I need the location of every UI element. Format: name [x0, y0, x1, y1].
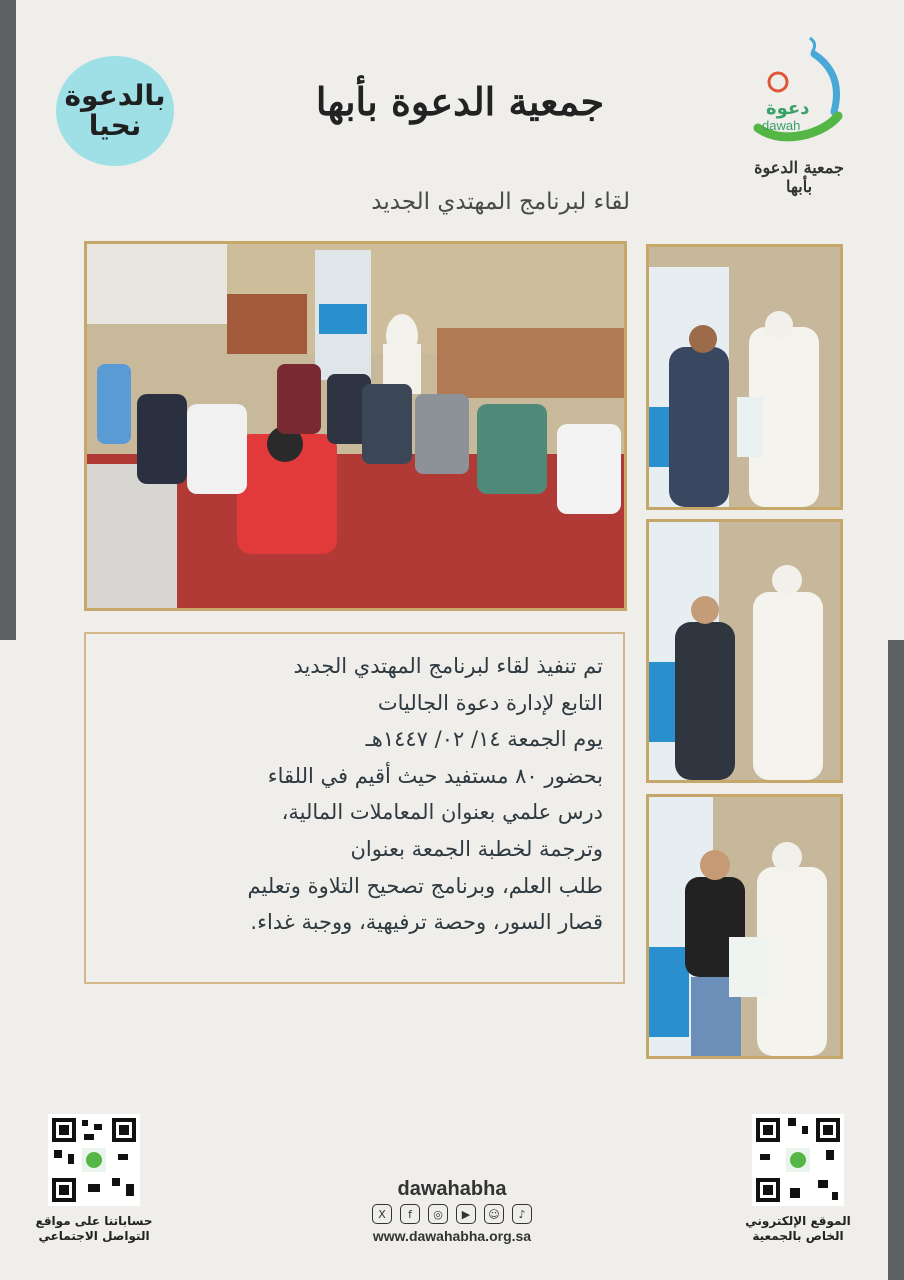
lecture-scene-illustration [87, 244, 624, 608]
tiktok-icon[interactable]: ♪ [512, 1204, 532, 1224]
handshake-scene-2 [649, 522, 840, 780]
snapchat-icon[interactable]: ☺ [484, 1204, 504, 1224]
facebook-icon[interactable]: f [400, 1204, 420, 1224]
social-qr-caption-line-2: التواصل الاجتماعي [38, 1229, 150, 1243]
youtube-icon[interactable]: ▶ [456, 1204, 476, 1224]
side-photo-1 [646, 244, 843, 510]
instagram-icon[interactable]: ◎ [428, 1204, 448, 1224]
campaign-logo [56, 56, 174, 166]
website-qr-code[interactable] [752, 1114, 844, 1206]
description-line: طلب العلم، وبرنامج تصحيح التلاوة وتعليم [247, 873, 603, 898]
brand-handle: dawahabha [397, 1178, 507, 1200]
website-link[interactable]: www.dawahabha.org.sa [372, 1228, 532, 1244]
left-accent-bar [0, 0, 16, 640]
description-line: تم تنفيذ لقاء لبرنامج المهتدي الجديد [293, 654, 603, 678]
qr-code-icon [48, 1114, 140, 1206]
dawah-logo-ar: دعوة [766, 98, 810, 119]
side-photo-3 [646, 794, 843, 1059]
post-subtitle: لقاء لبرنامج المهتدي الجديد [371, 189, 630, 215]
campaign-logo-line-2: نحيا [88, 109, 142, 142]
website-qr-caption-line-1: الموقع الإلكتروني [745, 1214, 851, 1228]
description-line: وترجمة لخطبة الجمعة بعنوان [350, 836, 603, 861]
qr-code-icon [752, 1114, 844, 1206]
website-qr-caption [728, 1214, 868, 1244]
dawah-logo-caption: جمعية الدعوة بأبها [754, 158, 844, 196]
description-line: التابع لإدارة دعوة الجاليات [377, 690, 603, 715]
description-line: يوم الجمعة ١٤/ ٠٢/ ١٤٤٧هـ [365, 727, 603, 752]
handover-scene-1 [649, 247, 840, 507]
handover-scene-3 [649, 797, 840, 1056]
website-qr-caption-line-2: الخاص بالجمعية [752, 1229, 844, 1243]
social-qr-caption [24, 1214, 164, 1244]
campaign-logo-line-1: بالدعوة [64, 79, 166, 112]
dawah-logo-icon [748, 34, 848, 154]
dawah-logo-en: dawah [762, 118, 801, 133]
social-icons-row [364, 1204, 540, 1226]
description-line: بحضور ٨٠ مستفيد حيث أقيم في اللقاء [267, 763, 603, 788]
org-title: جمعية الدعوة بأبها [315, 79, 605, 124]
main-photo [84, 241, 627, 611]
dawah-logo [744, 34, 854, 194]
social-qr-caption-line-1: حساباتنا على مواقع [35, 1214, 153, 1228]
x-icon[interactable]: X [372, 1204, 392, 1224]
social-qr-code[interactable] [48, 1114, 140, 1206]
side-photo-2 [646, 519, 843, 783]
post-description [84, 632, 625, 984]
right-accent-bar [888, 640, 904, 1280]
description-line: قصار السور، وحصة ترفيهية، ووجبة غداء. [250, 910, 603, 935]
description-line: درس علمي بعنوان المعاملات المالية، [281, 800, 603, 825]
